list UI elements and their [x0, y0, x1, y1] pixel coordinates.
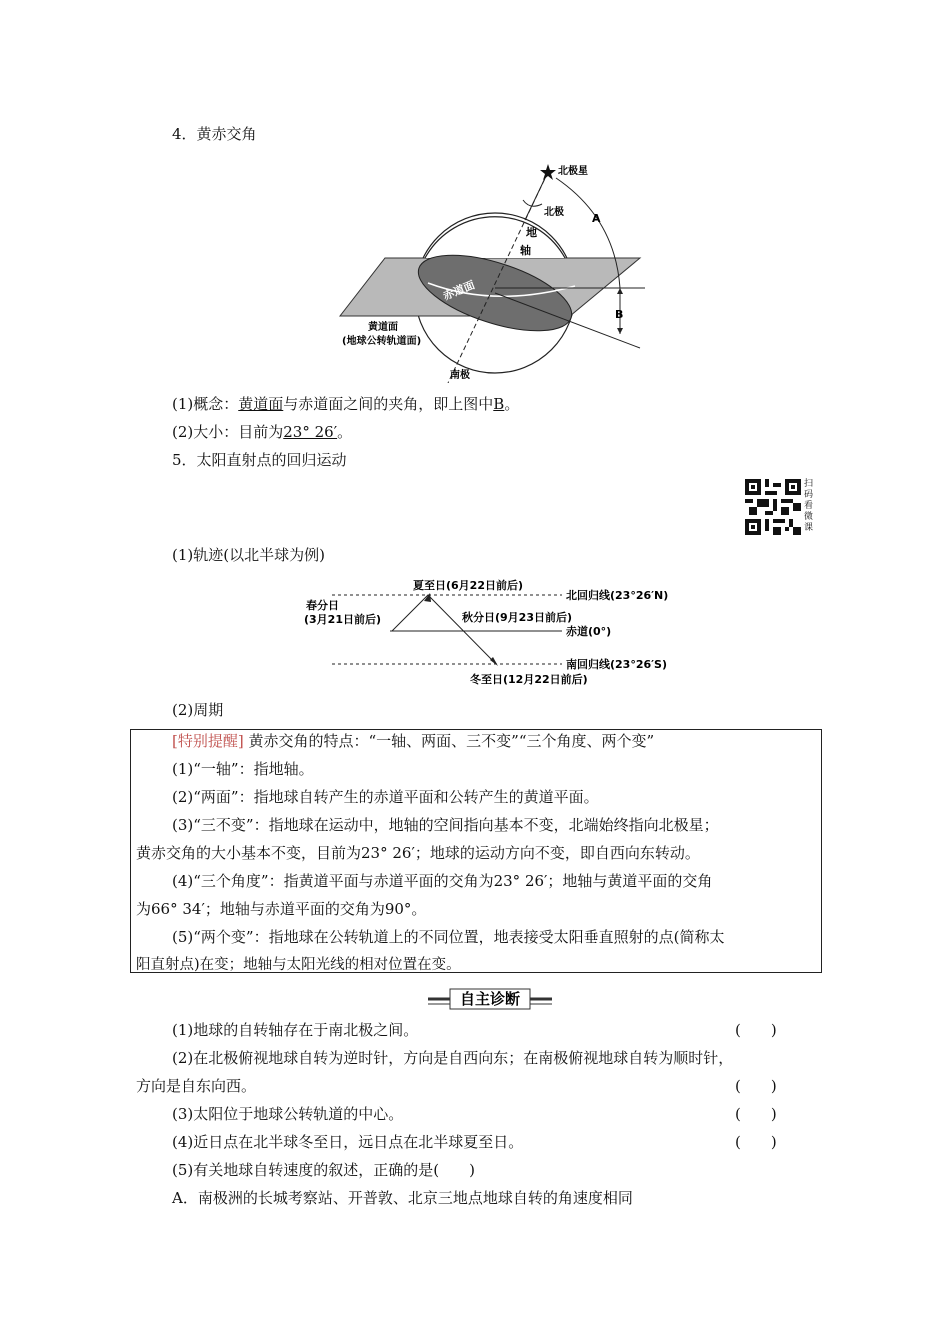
diagnosis-header: 自主诊断 [459, 990, 521, 1008]
diag-q4: (4)近日点在北半球冬至日，远日点在北半球夏至日。 [172, 1133, 524, 1151]
section5-heading: 5．太阳直射点的回归运动 [172, 451, 347, 469]
star-icon [540, 164, 556, 180]
diag-q2a: (2)在北极俯视地球自转为逆时针，方向是自西向东；在南极俯视地球自转为顺时针， [172, 1049, 734, 1067]
label-equator-plane: 赤道面 [441, 278, 477, 303]
note-title: [特别提醒] 黄赤交角的特点：“一轴、两面、三不变”“三个角度、两个变” [172, 732, 655, 750]
diag-q2-blank[interactable]: ( ) [735, 1077, 777, 1095]
qr-code-icon[interactable] [745, 479, 801, 535]
note-line-4a: (4)“三个角度”：指黄道平面与赤道平面的交角为23° 26′；地轴与黄道平面的交角 [172, 872, 713, 890]
diag-q4-blank[interactable]: ( ) [735, 1133, 777, 1151]
label-equator: 赤道(0°) [566, 625, 612, 638]
diag-q3-blank[interactable]: ( ) [735, 1105, 777, 1123]
size-answer: 23° 26′ [283, 423, 338, 441]
note-line-4b: 为66° 34′；地轴与赤道平面的交角为90°。 [136, 900, 427, 918]
diag-q2b: 方向是自东向西。 [136, 1077, 257, 1095]
note-tag: [特别提醒] [172, 732, 244, 750]
label-north-tropic: 北回归线(23°26′N) [566, 589, 669, 602]
label-ecliptic-sub: (地球公转轨道面) [342, 336, 422, 347]
subsolar-migration-diagram [300, 575, 685, 690]
obliquity-diagram [330, 158, 650, 383]
diag-q1: (1)地球的自转轴存在于南北极之间。 [172, 1021, 419, 1039]
qr-caption: 扫 码 看 微 课 [804, 479, 814, 533]
label-south-tropic: 南回归线(23°26′S) [566, 658, 667, 671]
label-spring-1: 春分日 [306, 599, 339, 612]
migration-path [392, 595, 496, 664]
label-north-star: 北极星 [558, 166, 588, 177]
diagnosis-header-banner [428, 988, 552, 1010]
concept-answer-1: 黄道面 [238, 395, 284, 413]
diag-q1-blank[interactable]: ( ) [735, 1021, 777, 1039]
label-south-pole: 南极 [450, 370, 470, 381]
label-ecliptic-plane: 黄道面 [368, 322, 398, 333]
label-north-pole: 北极 [544, 207, 564, 218]
concept-answer-2: B [493, 395, 505, 413]
label-autumn: 秋分日(9月23日前后) [462, 611, 573, 624]
section4-heading: 4．黄赤交角 [172, 125, 257, 143]
diag-q5: (5)有关地球自转速度的叙述，正确的是( ) [172, 1161, 475, 1179]
label-b: B [615, 308, 624, 321]
note-line-3a: (3)“三不变”：指地球在运动中，地轴的空间指向基本不变，北端始终指向北极星； [172, 816, 719, 834]
label-axis-1: 地 [526, 226, 537, 239]
track-label: (1)轨迹(以北半球为例) [172, 546, 325, 564]
note-line-2: (2)“两面”：指地球自转产生的赤道平面和公转产生的黄道平面。 [172, 788, 599, 806]
label-a: A [592, 212, 601, 225]
concept-line: (1)概念：黄道面与赤道面之间的夹角，即上图中B。 [172, 395, 520, 413]
note-line-5a: (5)“两个变”：指地球在公转轨道上的不同位置，地表接受太阳垂直照射的点(简称太 [172, 928, 725, 946]
label-axis-2: 轴 [520, 244, 531, 257]
note-line-3b: 黄赤交角的大小基本不变，目前为23° 26′；地球的运动方向不变，即自西向东转动。 [136, 844, 700, 862]
note-line-1: (1)“一轴”：指地轴。 [172, 760, 314, 778]
note-line-5b: 阳直射点)在变；地轴与太阳光线的相对位置在变。 [136, 957, 461, 973]
size-line: (2)大小：目前为23° 26′。 [172, 423, 353, 441]
diag-q3: (3)太阳位于地球公转轨道的中心。 [172, 1105, 404, 1123]
label-winter: 冬至日(12月22日前后) [470, 673, 588, 686]
label-spring-2: (3月21日前后) [304, 613, 382, 626]
label-summer: 夏至日(6月22日前后) [413, 579, 524, 592]
diag-q5-option-a[interactable]: A．南极洲的长城考察站、开普敦、北京三地点地球自转的角速度相同 [172, 1189, 633, 1207]
period-label: (2)周期 [172, 701, 224, 719]
